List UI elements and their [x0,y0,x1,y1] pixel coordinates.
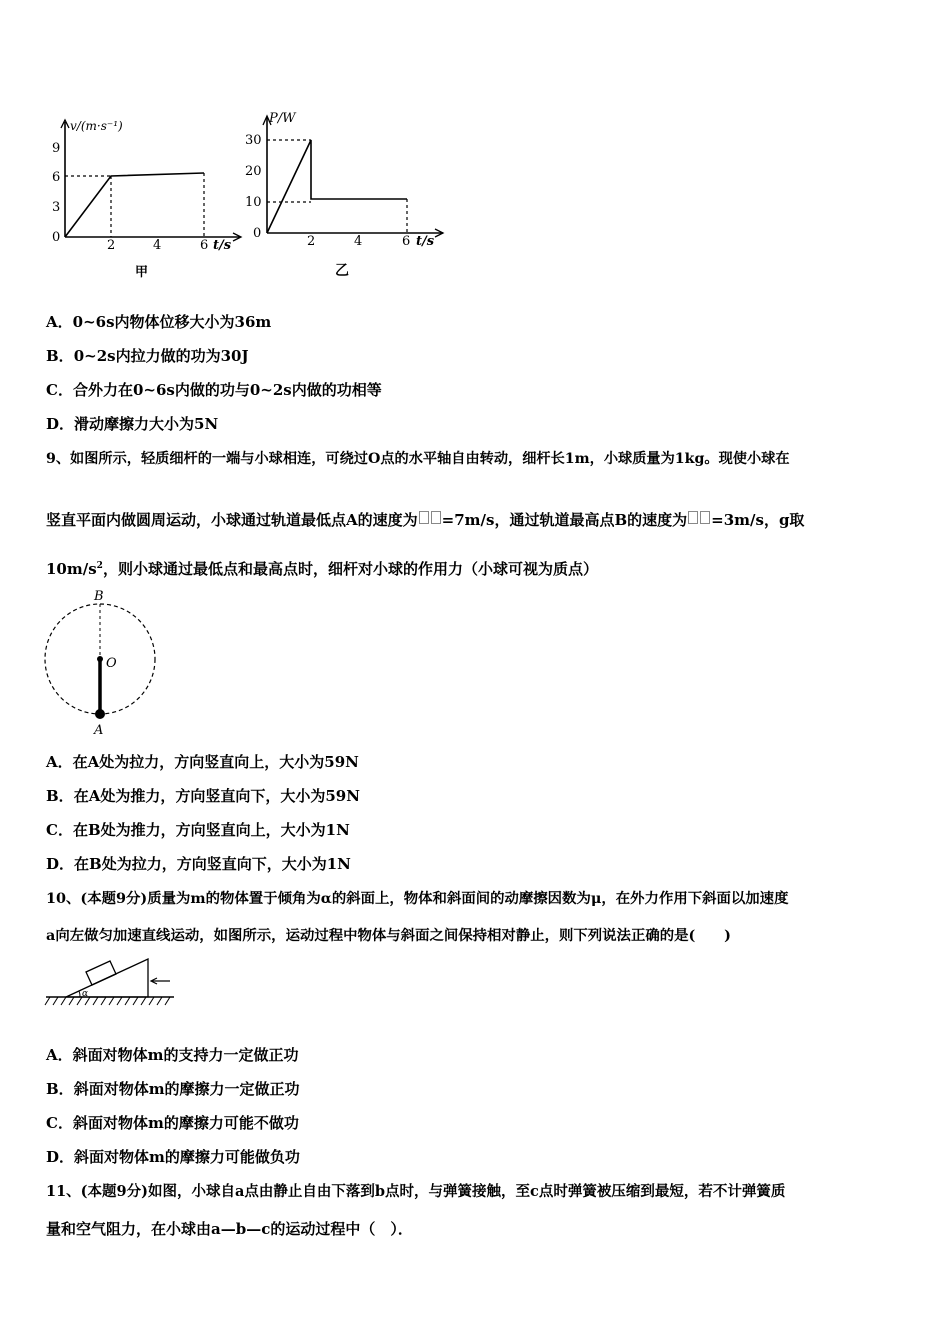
p-graph-xlabel: t/s [416,234,435,249]
v-graph-ylabel: v/(m·s⁻¹) [70,119,123,133]
q8-option-d: D．滑动摩擦力大小为5N [46,415,219,433]
pivot-point [97,656,103,662]
q8-option-a: A．0~6s内物体位移大小为36m [46,313,272,331]
q9-stem-line1: 9、如图所示，轻质细杆的一端与小球相连，可绕过O点的水平轴自由转动，细杆长1m，小球质量为1kg。现使小球在 [46,451,790,467]
p-graph-ytick: 30 [245,133,262,148]
q11-stem-line2: 量和空气阻力，在小球由a—b—c的运动过程中（ ）． [46,1220,413,1238]
v-graph-ytick: 0 [52,230,61,245]
q8-option-c: C．合外力在0~6s内做的功与0~2s内做的功相等 [46,381,382,399]
missing-formula-icon [700,511,710,524]
q9-option-d: D．在B处为拉力，方向竖直向下，大小为1N [46,855,351,873]
circular-motion-diagram [40,585,170,740]
v-graph-ytick: 6 [52,170,61,185]
p-graph-caption: 乙 [335,263,349,279]
q10-option-d: D．斜面对物体m的摩擦力可能做负功 [46,1148,300,1166]
q10-stem-line2: a向左做匀加速直线运动，如图所示，运动过程中物体与斜面之间保持相对静止，则下列说法正确的是( ) [46,927,731,944]
block-m [86,961,116,985]
incline-diagram [44,955,179,1010]
q9-stem-line3: $10m/s^2$，则小球通过最低点和最高点时，细杆对小球的作用力（小球可视为质点） [46,560,598,578]
angle-label: α [82,989,89,999]
label-b: B [94,589,104,604]
velocity-time-graph [50,110,250,285]
v-graph-curve [65,173,204,237]
p-graph-xtick: 4 [354,234,363,249]
q9-option-a: A．在A处为拉力，方向竖直向上，大小为59N [46,753,359,771]
v-graph-ytick: 9 [52,141,61,156]
v-graph-caption: 甲 [135,265,149,280]
v-graph-xlabel: t/s [213,238,232,253]
power-time-graph [245,105,455,285]
q9-option-c: C．在B处为推力，方向竖直向上，大小为1N [46,821,350,839]
p-graph-ytick: 0 [253,226,262,241]
v-graph-ytick: 3 [52,200,61,215]
p-graph-xtick: 2 [307,234,316,249]
p-graph-ytick: 20 [245,164,262,179]
v-graph-xtick: 2 [107,238,116,253]
p-graph-xtick: 6 [402,234,411,249]
q10-option-a: A．斜面对物体m的支持力一定做正功 [46,1046,299,1064]
label-o: O [106,656,117,671]
q10-option-b: B．斜面对物体m的摩擦力一定做正功 [46,1080,300,1098]
v-graph-xtick: 4 [153,238,162,253]
q10-stem-line1: 10、(本题9分)质量为m的物体置于倾角为α的斜面上，物体和斜面间的动摩擦因数为μ，在外力作用下斜面以加速度 [46,890,789,907]
q10-option-c: C．斜面对物体m的摩擦力可能不做功 [46,1114,299,1132]
p-graph-ylabel: P/W [269,111,296,126]
p-graph-ytick: 10 [245,195,262,210]
q9-option-b: B．在A处为推力，方向竖直向下，大小为59N [46,787,360,805]
missing-formula-icon [431,511,441,524]
q9-stem-line2: 竖直平面内做圆周运动，小球通过轨道最低点A的速度为 =7m/s，通过轨道最高点B的速度为 =3m/s，g取 [46,511,805,529]
missing-formula-icon [419,511,429,524]
label-a: A [94,723,104,738]
q8-option-b: B．0~2s内拉力做的功为30J [46,347,249,365]
v-graph-xtick: 6 [200,238,209,253]
p-graph-curve [267,140,407,233]
q11-stem-line1: 11、(本题9分)如图，小球自a点由静止自由下落到b点时，与弹簧接触，至c点时弹簧被压缩到最短，若不计弹簧质 [46,1183,786,1200]
missing-formula-icon [688,511,698,524]
ball [95,709,105,719]
